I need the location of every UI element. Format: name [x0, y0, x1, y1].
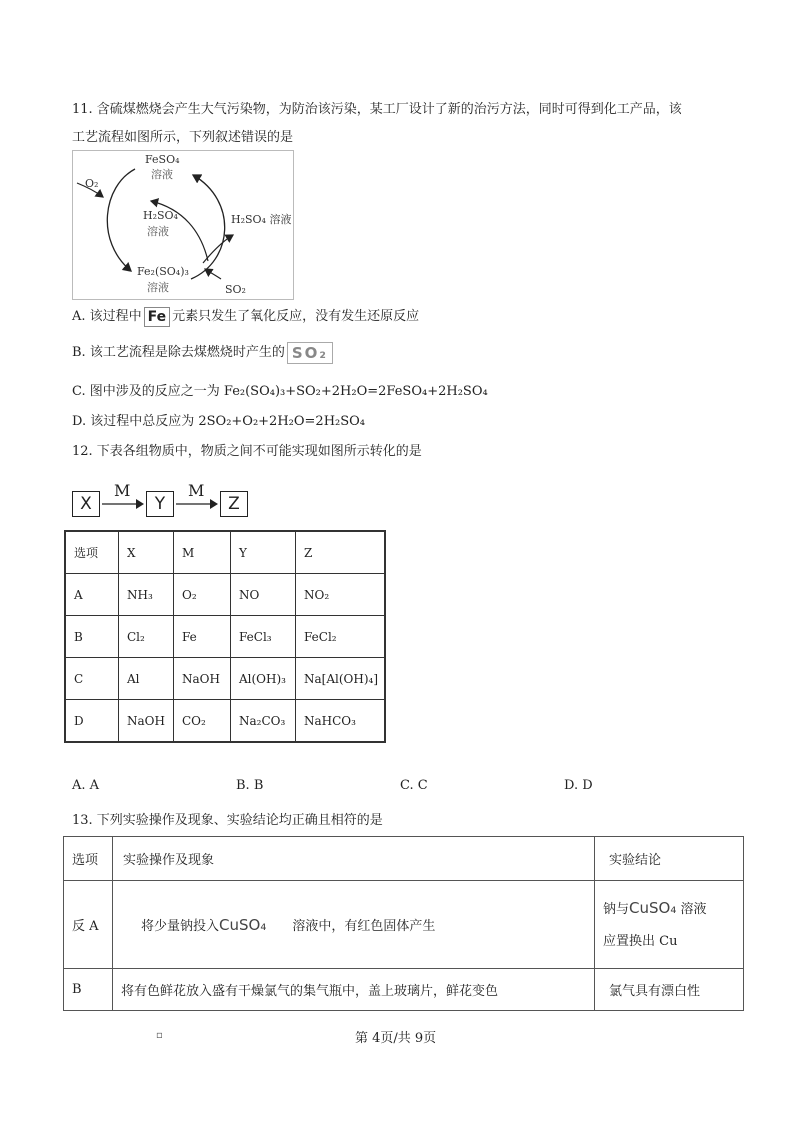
operation-text-prefix: 将少量钠投入 [141, 919, 220, 934]
label-h2so4-inner-solution: 溶液 [147, 225, 169, 238]
table-cell-conclusion: 氯气具有漂白性 [595, 969, 744, 1011]
table-cell: FeCl₂ [296, 616, 386, 658]
table-cell: A [65, 574, 119, 616]
table-cell-option: B [64, 969, 113, 1011]
conclusion-text-line2: 应置换出 Cu [603, 933, 678, 949]
table-cell: Na[Al(OH)₄] [296, 658, 386, 700]
q11-option-b-text: B. 该工艺流程是除去煤燃烧时产生的 [72, 345, 285, 360]
table-row [65, 700, 385, 743]
header-cell: 选项 [65, 531, 119, 574]
q11-option-a [72, 305, 419, 327]
table-row [64, 969, 744, 1011]
table-cell: D [65, 700, 119, 743]
header-cell: Z [296, 531, 386, 574]
table-cell: NaOH [119, 700, 174, 743]
flow-box-y: Y [146, 491, 174, 517]
table-cell: NaOH [174, 658, 231, 700]
table-row [64, 881, 744, 969]
table-cell: B [65, 616, 119, 658]
table-header-row [65, 531, 385, 574]
q12-conversion-flow [70, 481, 250, 523]
table-cell: Cl₂ [119, 616, 174, 658]
q11-option-b [72, 341, 333, 364]
table-row [65, 658, 385, 700]
arrow-feso4-to-fe2 [107, 169, 135, 271]
table-cell: Al(OH)₃ [231, 658, 296, 700]
fe-element-box: Fe [144, 307, 171, 327]
q13-stem: 13. 下列实验操作及现象、实验结论均正确且相符的是 [72, 813, 383, 828]
q11-option-a-prefix: A. 该过程中 [72, 309, 142, 324]
arrow-so2-in [205, 269, 221, 279]
conclusion-text-suffix: 溶液 [680, 901, 707, 917]
q12-answer-a: A. A [72, 778, 100, 793]
header-cell: 选项 [64, 837, 113, 881]
flow-box-x: X [72, 491, 100, 517]
table-cell-conclusion [595, 881, 744, 969]
cuso4-formula-image: CuSO₄ [219, 916, 267, 934]
q12-answer-c: C. C [400, 778, 428, 793]
label-feso4-formula: FeSO₄ [145, 153, 180, 166]
cuso4-formula-image: CuSO₄ [629, 898, 677, 917]
page-number: 第 4页/共 9页 [355, 1031, 437, 1046]
q11-option-c: C. 图中涉及的反应之一为 Fe₂(SO₄)₃+SO₂+2H₂O=2FeSO₄+2H₂SO₄ [72, 384, 488, 399]
q12-answer-d: D. D [564, 778, 593, 793]
label-so2: SO₂ [225, 283, 246, 296]
header-cell: 实验结论 [595, 837, 744, 881]
table-cell: NH₃ [119, 574, 174, 616]
table-cell: FeCl₃ [231, 616, 296, 658]
table-cell-option: 反 A [64, 881, 113, 969]
table-cell: NO [231, 574, 296, 616]
header-cell: 实验操作及现象 [113, 837, 595, 881]
q11-stem-line1: 11. 含硫煤燃烧会产生大气污染物，为防治该污染，某工厂设计了新的治污方法，同时可得到化工产品，该 [72, 102, 682, 117]
table-row [65, 574, 385, 616]
so2-formula-image: SO₂ [287, 342, 333, 364]
table-cell: Al [119, 658, 174, 700]
flow-arrow-2 [176, 497, 220, 511]
q11-option-a-suffix: 元素只发生了氧化反应，没有发生还原反应 [172, 309, 420, 324]
q11-option-d: D. 该过程中总反应为 2SO₂+O₂+2H₂O=2H₂SO₄ [72, 414, 366, 429]
table-cell-operation [113, 881, 595, 969]
conclusion-text-prefix: 钠与 [603, 901, 630, 917]
q12-stem: 12. 下表各组物质中，物质之间不可能实现如图所示转化的是 [72, 444, 422, 459]
footer-marker: ▫ [156, 1030, 163, 1041]
header-cell: X [119, 531, 174, 574]
table-cell: O₂ [174, 574, 231, 616]
q11-stem-line2: 工艺流程如图所示，下列叙述错误的是 [72, 130, 294, 145]
table-cell: Na₂CO₃ [231, 700, 296, 743]
arrow-so2-to-feso4 [191, 175, 225, 279]
operation-text-suffix: 溶液中，有红色固体产生 [292, 919, 436, 934]
label-h2so4-output: H₂SO₄ 溶液 [231, 213, 292, 226]
table-cell: CO₂ [174, 700, 231, 743]
q13-experiment-table [63, 836, 744, 1011]
q11-process-diagram [72, 150, 294, 300]
header-cell: M [174, 531, 231, 574]
table-cell: C [65, 658, 119, 700]
flow-label-m2: M [188, 481, 205, 500]
header-cell: Y [231, 531, 296, 574]
label-feso4-solution: 溶液 [151, 168, 173, 181]
flow-arrow-1 [102, 497, 146, 511]
q12-options-table [64, 530, 386, 743]
table-row [65, 616, 385, 658]
table-cell: Fe [174, 616, 231, 658]
table-cell-operation: 将有色鲜花放入盛有干燥氯气的集气瓶中，盖上玻璃片，鲜花变色 [113, 969, 595, 1011]
label-o2: O₂ [85, 177, 99, 190]
flow-box-z: Z [220, 491, 248, 517]
q12-answer-b: B. B [236, 778, 264, 793]
table-cell: NaHCO₃ [296, 700, 386, 743]
table-cell: NO₂ [296, 574, 386, 616]
label-fe2so43-solution: 溶液 [147, 281, 169, 294]
label-h2so4-inner-formula: H₂SO₄ [143, 209, 178, 222]
table-header-row [64, 837, 744, 881]
label-fe2so43-formula: Fe₂(SO₄)₃ [137, 265, 189, 278]
flow-label-m1: M [114, 481, 131, 500]
